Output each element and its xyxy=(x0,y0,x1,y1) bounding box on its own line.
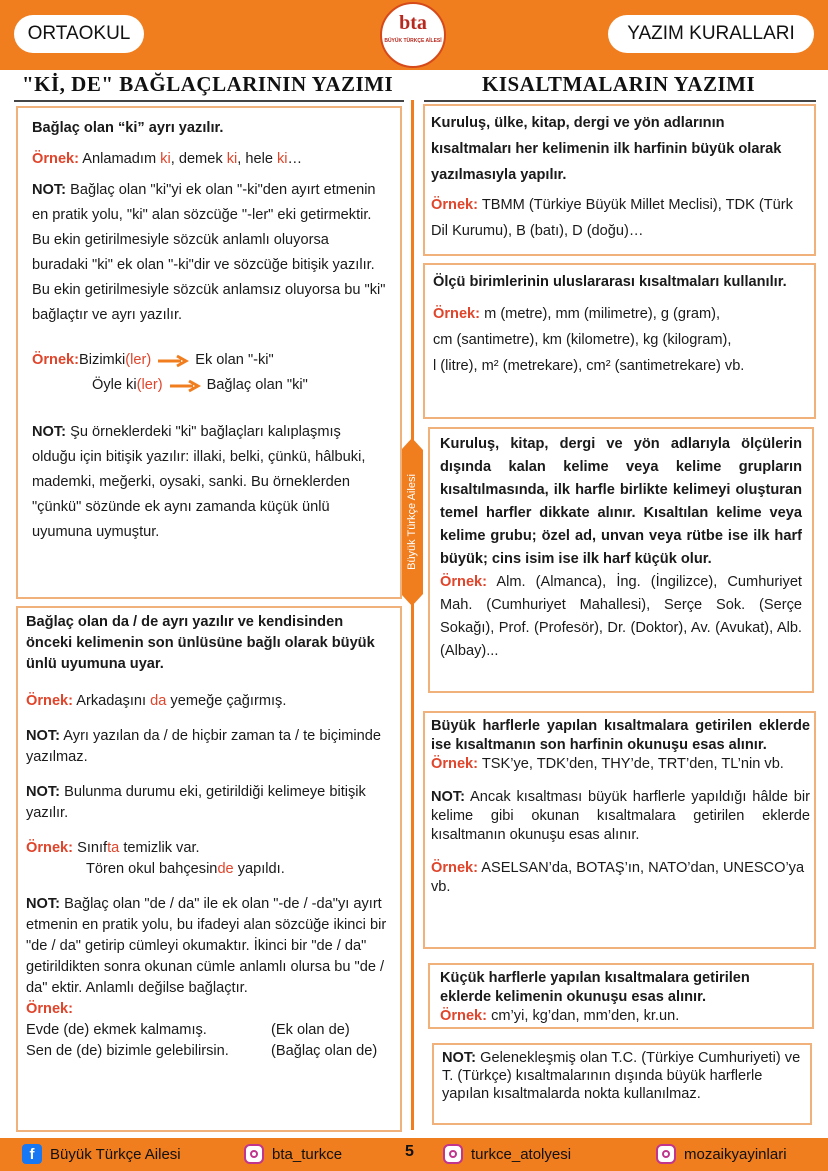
abbr6-note: NOT: Gelenekleşmiş olan T.C. (Türkiye Cumhuriyeti) ve T. (Türkçe) kısaltmalarının dışında büyük harflerle yapılan kısaltmalarda nokta kullanılmaz. xyxy=(442,1050,801,1102)
header-bar xyxy=(0,0,828,70)
de-note-1: NOT: Ayrı yazılan da / de hiçbir zaman ta / te biçiminde yazılmaz. xyxy=(26,728,382,765)
divider-tab-top xyxy=(401,438,423,450)
de-rule-box xyxy=(16,606,402,1132)
de-note-3: NOT: Bağlaç olan "de / da" ile ek olan "-de / -da"yı ayırt etmenin en pratik yolu, bu ifadeyi alan sözcüğe ikinci bir "de / da" getirip cümleyi okumaktır. İkinci bir "de / da" getirildikten sonra okunan cümle anlamlı olursa bu "de / da" ektir. Anlamlı değilse bağlaçtır. xyxy=(26,896,387,996)
instagram-icon xyxy=(656,1144,676,1164)
abbr5-title: Küçük harflerle yapılan kısaltmalara getirilen eklerde kelimenin okunuşu esas alınır. xyxy=(440,970,750,1005)
abbr4-note: NOT: Ancak kısaltması büyük harflerle yapıldığı hâlde bir kelime gibi okunan kısaltmalara getirilen eklerde kısaltmanın okunuşu esas alınır. xyxy=(431,789,810,843)
de-example-2: Örnek: Sınıfta temizlik var. xyxy=(26,840,200,856)
abbr-box-other-words xyxy=(428,427,814,693)
abbr3-title: Kuruluş, kitap, dergi ve yön adlarıyla ölçülerin dışında kalan kelime veya kelime grupların kısaltılmasında, ilk harfle birlikte kelimeyi oluşturan temel harfler dikkate alınır. Kısaltılan kelime veya kelime grubu; özel ad, unvan veya rütbe ise ilk harf büyük; cins isim ise ilk harf küçük olur. xyxy=(440,436,802,567)
instagram-icon xyxy=(443,1144,463,1164)
de-example-4-row2: Sen de (de) bizimle gelebilirsin. (Bağlaç olan de) xyxy=(26,1043,378,1059)
abbr-box-institutions xyxy=(423,104,816,256)
ki-title: Bağlaç olan “ki” ayrı yazılır. xyxy=(32,120,224,136)
left-heading-rule xyxy=(14,100,404,102)
footer-instagram-3: mozaikyayinlari xyxy=(656,1144,787,1164)
abbr2-title: Ölçü birimlerinin uluslararası kısaltmaları kullanılır. xyxy=(433,274,787,290)
abbr-box-dot-rule xyxy=(432,1043,812,1125)
page-number: 5 xyxy=(405,1143,414,1160)
ki-rule-box xyxy=(16,106,402,599)
abbr2-example-2: cm (santimetre), km (kilometre), kg (kilogram), xyxy=(433,332,732,348)
footer-instagram-1: bta_turkce xyxy=(244,1144,342,1164)
left-heading: "Kİ, DE" BAĞLAÇLARININ YAZIMI xyxy=(22,72,394,96)
bta-logo xyxy=(380,2,446,68)
abbr4-example-2: Örnek: ASELSAN’da, BOTAŞ’ın, NATO’dan, UNESCO’ya vb. xyxy=(431,860,805,895)
logo-text: bta xyxy=(399,12,427,34)
abbr2-example-1: Örnek: m (metre), mm (milimetre), g (gram), xyxy=(433,306,721,322)
right-heading: KISALTMALARIN YAZIMI xyxy=(482,72,756,96)
ki-example-1: Örnek: Anlamadım ki, demek ki, hele ki… xyxy=(32,151,303,167)
divider-tab-bottom xyxy=(401,594,423,606)
abbr1-example: Örnek: TBMM (Türkiye Büyük Millet Meclisi), TDK (Türk Dil Kurumu), B (batı), D (doğu)… xyxy=(431,197,793,239)
de-title: Bağlaç olan da / de ayrı yazılır ve kendisinden önceki kelimenin son ünlüsüne bağlı olarak büyük ünlü uyumuna uyar. xyxy=(26,614,375,672)
level-label: ORTAOKUL xyxy=(14,15,144,53)
column-divider xyxy=(411,100,414,1130)
abbr-box-units xyxy=(423,263,816,419)
abbr1-title: Kuruluş, ülke, kitap, dergi ve yön adlarının kısaltmaları her kelimenin ilk harfinin büyük olarak yazılmasıyla yapılır. xyxy=(431,115,782,183)
footer-facebook: f Büyük Türkçe Ailesi xyxy=(22,1144,181,1164)
abbr2-example-3: l (litre), m² (metrekare), cm² (santimetrekare) vb. xyxy=(433,358,745,374)
right-heading-rule xyxy=(424,100,816,102)
topic-label: YAZIM KURALLARI xyxy=(608,15,814,53)
de-example-3: Tören okul bahçesinde yapıldı. xyxy=(86,861,285,877)
logo-subtitle: BÜYÜK TÜRKÇE AİLESİ xyxy=(384,38,442,44)
arrow-right-icon xyxy=(157,354,189,368)
ki-note-2: NOT: Şu örneklerdeki "ki" bağlaçları kalıplaşmış olduğu için bitişik yazılır: illaki, belki, çünkü, hâlbuki, mademki, meğerki, oysaki, sanki. Bu örneklerden "çünkü" sözünde ek aynı zamanda küçük ünlü uyumuna uymuştur. xyxy=(32,424,366,540)
de-example-4-row1: Evde (de) ekmek kalmamış. (Ek olan de) xyxy=(26,1022,350,1038)
abbr3-example: Örnek: Alm. (Almanca), İng. (İngilizce), Cumhuriyet Mah. (Cumhuriyet Mahallesi), Serçe Sok. (Serçe Sokağı), Prof. (Profesör), Dr. (Doktor), Av. (Avukat), Alb. (Albay)... xyxy=(440,574,802,659)
de-note-2: NOT: Bulunma durumu eki, getirildiği kelimeye bitişik yazılır. xyxy=(26,784,366,821)
side-tab-text: Büyük Türkçe Ailesi xyxy=(406,474,418,570)
abbr-box-uppercase-suffix xyxy=(423,711,816,949)
abbr4-example-1: Örnek: TSK’ye, TDK’den, THY’de, TRT’den, TL’nin vb. xyxy=(431,756,784,772)
de-example-4-label: Örnek: xyxy=(26,1001,74,1017)
de-example-1: Örnek: Arkadaşını da yemeğe çağırmış. xyxy=(26,693,287,709)
footer-instagram-2: turkce_atolyesi xyxy=(443,1144,571,1164)
facebook-icon: f xyxy=(22,1144,42,1164)
arrow-right-icon xyxy=(169,379,201,393)
ki-note-1: NOT: Bağlaç olan "ki"yi ek olan "-ki"den ayırt etmenin en pratik yolu, "ki" alan sözcüğe "-ler" eki getirmektir. Bu ekin getirilmesiyle sözcük anlamlı oluyorsa buradaki "ki" ek olan "-ki"dir ve sözcüğe bitişik yazılır. Bu ekin getirilmesiyle sözcük anlamsız oluyorsa bu "ki" bağlaçtır ve ayrı yazılır. xyxy=(32,182,386,323)
footer-bar xyxy=(0,1138,828,1171)
abbr-box-lowercase-suffix xyxy=(428,963,814,1029)
ki-example-2-row2: Öyle ki (ler) Bağlaç olan "ki" xyxy=(92,377,308,393)
abbr5-example: Örnek: cm’yi, kg’dan, mm’den, kr.un. xyxy=(440,1008,680,1024)
instagram-icon xyxy=(244,1144,264,1164)
ki-example-2-row1: Örnek: Bizimki (ler) Ek olan "-ki" xyxy=(32,352,274,368)
abbr4-title: Büyük harflerle yapılan kısaltmalara getirilen eklerde ise kısaltmanın son harfinin okunuşu esas alınır. xyxy=(431,718,810,753)
